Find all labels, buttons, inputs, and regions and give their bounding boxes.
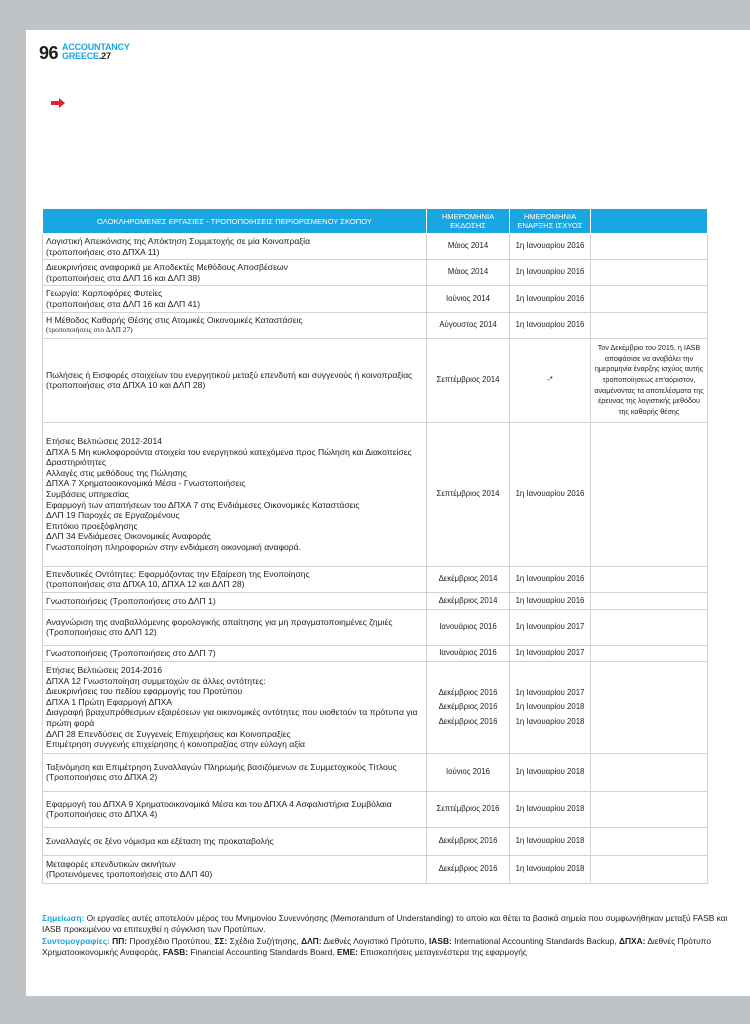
table-row <box>43 791 708 827</box>
table-row <box>43 661 708 753</box>
header-notes <box>591 209 708 234</box>
row-note <box>591 661 708 753</box>
effective-date-value: 1η Ιανουαρίου 2017 <box>515 687 585 697</box>
abbr-value: Financial Accounting Standards Board, <box>188 946 338 957</box>
description-line: Επενδυτικές Οντότητες: Εφαρμόζοντας την Εξαίρεση της Ενοποίησης <box>46 568 310 579</box>
description-line: Ετήσιες Βελτιώσεις 2014-2016 <box>46 665 163 676</box>
description-line: Εφαρμογή των απαιτήσεων του ΔΠΧΑ 7 στις Ενδιάμεσες Οικονομικές Καταστάσεις <box>46 499 360 510</box>
description-line: (τροποποιήσεις στα ΔΠΧΑ 10, ΔΠΧΑ 12 και ΔΛΠ 28) <box>46 579 245 590</box>
row-issue-date <box>427 609 510 645</box>
description-line: Λογιστική Απεικόνισης της Απόκτηση Συμμετοχής σε μία Κοινοπραξία <box>46 236 311 246</box>
arrow-right-icon <box>51 98 65 108</box>
row-effective-date <box>510 827 591 855</box>
abbr-key: EME: <box>337 946 358 957</box>
row-description <box>43 260 427 286</box>
abbr-value: International Accounting Standards Backup, <box>451 935 619 946</box>
row-description <box>43 827 427 855</box>
description-line: ΔΛΠ 28 Επενδύσεις σε Συγγενείς Επιχειρήσεις και Κοινοπραξίες <box>46 728 291 739</box>
abbr-key: ΔΛΠ: <box>301 935 322 946</box>
description-line: (τροποποιήσεις στα ΔΠΧΑ 10 και ΔΛΠ 28) <box>46 380 206 391</box>
row-effective-date <box>510 791 591 827</box>
row-description <box>43 753 427 791</box>
effective-date-value: -* <box>547 374 553 384</box>
row-description <box>43 592 427 609</box>
description-line: Γνωστοποιήσεις (Τροποποιήσεις στο ΔΛΠ 1) <box>46 595 216 606</box>
row-issue-date <box>427 260 510 286</box>
row-issue-date <box>427 422 510 566</box>
page-header <box>39 42 130 64</box>
description-line: (Προτεινόμενες τροποποιήσεις στο ΔΛΠ 40) <box>46 869 213 880</box>
row-issue-date <box>427 592 510 609</box>
row-description <box>43 855 427 883</box>
amendments-table <box>42 208 708 884</box>
row-description <box>43 234 427 260</box>
row-effective-date <box>510 286 591 312</box>
effective-date-value: 1η Ιανουαρίου 2017 <box>515 622 585 632</box>
description-line: Συναλλαγές σε ξένο νόμισμα και εξέταση της προκαταβολής <box>46 836 274 847</box>
effective-date-value: 1η Ιανουαρίου 2018 <box>515 836 585 846</box>
abbr-value: Διεθνές Λογιστικό Πρότυπο, <box>321 935 429 946</box>
logo-line1: ACCOUNTANCY <box>62 42 130 52</box>
row-effective-date <box>510 661 591 753</box>
description-line: ΔΠΧΑ 12 Γνωστοποίηση συμμετοχών σε άλλες οντότητες: <box>46 675 266 686</box>
description-line: ΔΠΧΑ 1 Πρώτη Εφαρμογή ΔΠΧΑ <box>46 696 173 707</box>
row-note <box>591 827 708 855</box>
table-row <box>43 827 708 855</box>
effective-date-value: 1η Ιανουαρίου 2017 <box>515 648 585 658</box>
issue-date-value: Ιούνιος 2016 <box>445 767 490 777</box>
row-effective-date <box>510 312 591 338</box>
description-line: Αναγνώριση της αναβαλλόμενης φορολογικής απαίτησης για μη πραγματοποιημένες ζημιές <box>46 616 393 627</box>
header-projects: ΟΛΟΚΛΗΡΩΜΕΝΕΣ ΕΡΓΑΣΙΕΣ - ΤΡΟΠΟΠΟΙΗΣΕΙΣ ΠΕΡΙΟΡΙΣΜΕΝΟΥ ΣΚΟΠΟΥ <box>43 209 427 234</box>
page <box>26 30 750 996</box>
abbr-key: ΣΣ: <box>214 935 228 946</box>
issue-date-value: Δεκέμβριος 2016 <box>438 702 498 712</box>
magazine-logo <box>62 42 130 61</box>
row-note <box>591 234 708 260</box>
row-effective-date <box>510 753 591 791</box>
abbr-value: Επισκοπήσεις μεταγενέστερα της εφαρμογής <box>357 946 527 957</box>
row-description <box>43 422 427 566</box>
description-line: (Τροποποιήσεις στο ΔΛΠ 12) <box>46 627 157 638</box>
effective-date-value: 1η Ιανουαρίου 2016 <box>515 574 585 584</box>
row-issue-date <box>427 645 510 661</box>
description-line: Πωλήσεις ή Εισφορές στοιχείων του ενεργητικού μεταξύ επενδυτή και συγγενούς ή κοινοπραξίας <box>46 369 413 380</box>
description-line: Εφαρμογή του ΔΠΧΑ 9 Χρηματοοικονομικά Μέσα και του ΔΠΧΑ 4 Ασφαλιστήρια Συμβόλαια <box>46 798 392 809</box>
row-description <box>43 566 427 592</box>
row-note <box>591 312 708 338</box>
description-line: Διευκρινήσεις του πεδίου εφαρμογής του Προτύπου <box>46 686 243 697</box>
effective-date-value: 1η Ιανουαρίου 2016 <box>515 293 585 303</box>
row-issue-date <box>427 566 510 592</box>
table-row <box>43 855 708 883</box>
description-line: Η Μέθοδος Καθαρής Θέσης στις Ατομικές Οικονομικές Καταστάσεις <box>46 314 303 325</box>
issue-date-value: Μάιος 2014 <box>447 241 489 251</box>
row-effective-date <box>510 422 591 566</box>
row-description <box>43 338 427 422</box>
issue-date-value: Ιούνιος 2014 <box>445 293 490 303</box>
description-line: Γνωστοποίηση πληροφοριών στην ενδιάμεση οικονομική αναφορά. <box>46 541 302 552</box>
description-line: (Τροποποιήσεις στο ΔΠΧΑ 2) <box>46 772 158 783</box>
description-line: Γνωστοποιήσεις (Τροποποιήσεις στο ΔΛΠ 7) <box>46 648 216 659</box>
description-line: Μεταφορές επενδυτικών ακινήτων <box>46 858 176 869</box>
logo-line2-text: GREECE <box>62 51 99 61</box>
row-note <box>591 592 708 609</box>
effective-date-value: 1η Ιανουαρίου 2016 <box>515 595 585 605</box>
table-header-row <box>43 209 708 234</box>
row-issue-date <box>427 234 510 260</box>
header-issue-date: ΗΜΕΡΟΜΗΝΙΑ ΕΚΔΟΣΗΣ <box>427 209 510 234</box>
issue-date-value: Ιανουάριος 2016 <box>439 622 497 632</box>
logo-suffix: .27 <box>98 51 111 61</box>
description-line: (τροποποιήσεις στο ΔΠΧΑ 11) <box>46 246 160 257</box>
effective-date-value: 1η Ιανουαρίου 2016 <box>515 267 585 277</box>
table-row <box>43 260 708 286</box>
row-note <box>591 260 708 286</box>
description-line: Γεωργία: Καρποφόρες Φυτείες <box>46 288 163 299</box>
description-line: Ετήσιες Βελτιώσεις 2012-2014 <box>46 435 163 446</box>
note-label: Σημείωση: <box>42 913 85 923</box>
description-line: (τροποποιήσεις στα ΔΛΠ 16 και ΔΛΠ 41) <box>46 298 201 309</box>
effective-date-value: 1η Ιανουαρίου 2018 <box>515 702 585 712</box>
table-row <box>43 312 708 338</box>
row-note <box>591 422 708 566</box>
table-row <box>43 234 708 260</box>
issue-date-value: Δεκέμβριος 2016 <box>438 716 498 726</box>
footnote-abbreviations <box>42 936 732 959</box>
note-text: Οι εργασίες αυτές αποτελούν μέρος του Μνημονίου Συνεννόησης (Memorandum of Understanding) το οποίο και θέτει τα βασικά σημεία που συμφωνήθηκαν μεταξύ FASB και IASB προκειμένου να επιτευχθεί η σύγκλιση των Προτύπων. <box>42 913 728 935</box>
effective-date-value: 1η Ιανουαρίου 2018 <box>515 804 585 814</box>
row-description <box>43 791 427 827</box>
description-line: Ταξινόμηση και Επιμέτρηση Συναλλαγών Πληρωμής βασιζόμενων σε Συμμετοχικούς Τίτλους <box>46 761 397 772</box>
abbr-key: ΠΠ: <box>112 935 128 946</box>
abbr-value: Προσχέδιο Προτύπου, <box>127 935 215 946</box>
description-line: ΔΛΠ 34 Ενδιάμεσες Οικονομικές Αναφοράς <box>46 531 212 542</box>
row-effective-date <box>510 234 591 260</box>
table-row <box>43 422 708 566</box>
table-row <box>43 338 708 422</box>
row-issue-date <box>427 827 510 855</box>
description-line: ΔΠΧΑ 7 Χρηματοοικονομικά Μέσα - Γνωστοποιήσεις <box>46 478 246 489</box>
issue-date-value: Δεκέμβριος 2014 <box>438 574 498 584</box>
effective-date-value: 1η Ιανουαρίου 2018 <box>515 864 585 874</box>
row-effective-date <box>510 338 591 422</box>
row-issue-date <box>427 286 510 312</box>
row-note <box>591 855 708 883</box>
row-note <box>591 645 708 661</box>
row-issue-date <box>427 753 510 791</box>
row-description <box>43 286 427 312</box>
row-description <box>43 661 427 753</box>
description-line: (τροποποιήσεις στο ΔΛΠ 27) <box>46 325 133 335</box>
row-note <box>591 791 708 827</box>
abbr-key: FASB: <box>162 946 189 957</box>
abbr-key: ΔΠΧΑ: <box>618 935 646 946</box>
issue-date-value: Ιανουάριος 2016 <box>439 648 497 658</box>
abbr-value: Σχέδια Συζήτησης, <box>227 935 302 946</box>
abbr-list <box>42 936 711 957</box>
description-line: ΔΠΧΑ 5 Μη κυκλοφορούντα στοιχεία του ενεργητικού κατεχόμενα προς Πώληση και Διακοπείσες Δραστηριότητες <box>46 446 412 468</box>
table-row <box>43 566 708 592</box>
row-effective-date <box>510 260 591 286</box>
effective-date-value: 1η Ιανουαρίου 2016 <box>515 488 585 498</box>
effective-date-value: 1η Ιανουαρίου 2016 <box>515 241 585 251</box>
row-effective-date <box>510 645 591 661</box>
table-row <box>43 753 708 791</box>
description-line: Επιτόκιο προεξόφλησης <box>46 520 138 531</box>
row-issue-date <box>427 338 510 422</box>
issue-date-value: Δεκέμβριος 2016 <box>438 687 498 697</box>
description-line: Διαγραφή βραχυπρόθεσμων εξαιρέσεων για οικονομικές οντότητες που υιοθετούν τα πρότυπα για πρώτη φορά <box>46 707 418 729</box>
row-issue-date <box>427 855 510 883</box>
page-number: 96 <box>39 43 59 63</box>
abbr-key: IASB: <box>428 935 452 946</box>
header-effective-date: ΗΜΕΡΟΜΗΝΙΑ ΕΝΑΡΞΗΣ ΙΣΧΥΟΣ <box>510 209 591 234</box>
issue-date-value: Σεπτέμβριος 2014 <box>436 488 500 498</box>
row-effective-date <box>510 592 591 609</box>
issue-date-value: Δεκέμβριος 2016 <box>438 836 498 846</box>
issue-date-value: Σεπτέμβριος 2016 <box>436 804 500 814</box>
row-effective-date <box>510 609 591 645</box>
footnote-note <box>42 913 732 936</box>
description-line: Διευκρινήσεις αναφορικά με Αποδεκτές Μεθόδους Αποσβέσεων <box>46 262 288 273</box>
row-note <box>591 566 708 592</box>
abbr-value: Διεθνές Πρότυπο Χρηματοοικονομικής Αναφοράς, <box>42 935 712 957</box>
row-note <box>591 286 708 312</box>
logo-line2 <box>62 52 124 61</box>
row-note <box>591 753 708 791</box>
effective-date-value: 1η Ιανουαρίου 2018 <box>515 767 585 777</box>
table-row <box>43 645 708 661</box>
row-effective-date <box>510 855 591 883</box>
footnote <box>42 913 732 958</box>
issue-date-value: Αύγουστος 2014 <box>439 319 497 329</box>
row-issue-date <box>427 791 510 827</box>
issue-date-value: Σεπτέμβριος 2014 <box>436 374 500 384</box>
row-note <box>591 609 708 645</box>
effective-date-value: 1η Ιανουαρίου 2016 <box>515 319 585 329</box>
table-row <box>43 609 708 645</box>
row-description <box>43 645 427 661</box>
row-effective-date <box>510 566 591 592</box>
issue-date-value: Δεκέμβριος 2014 <box>438 595 498 605</box>
description-line: (τροποποιήσεις στα ΔΛΠ 16 και ΔΛΠ 38) <box>46 272 201 283</box>
row-issue-date <box>427 312 510 338</box>
issue-date-value: Δεκέμβριος 2016 <box>438 864 498 874</box>
description-line: Επιμέτρηση συγγενής επιχείρησης ή κοινοπραξίας στην εύλογη αξία <box>46 739 305 750</box>
row-description <box>43 609 427 645</box>
table-row <box>43 286 708 312</box>
row-note: Τον Δεκέμβριο του 2015, η IASB αποφάσισε να αναβάλει την ημερομηνία έναρξης ισχύος αυτής τροποποίησεως επ'αόριστον, αναμένοντας τα αποτελέσματα της έρευνας της λογιστικής μεθόδου της καθαρής θέσης <box>591 338 708 422</box>
row-issue-date <box>427 661 510 753</box>
description-line: (Τροποποιήσεις στο ΔΠΧΑ 4) <box>46 809 158 820</box>
issue-date-value: Μάιος 2014 <box>447 267 489 277</box>
description-line: Συμβάσεις υπηρεσίας <box>46 488 129 499</box>
table-row <box>43 592 708 609</box>
row-description <box>43 312 427 338</box>
description-line: ΔΛΠ 19 Παροχές σε Εργαζομένους <box>46 510 180 521</box>
effective-date-value: 1η Ιανουαρίου 2018 <box>515 716 585 726</box>
description-line: Αλλαγές στις μεθόδους της Πώλησης <box>46 467 187 478</box>
abbr-label: Συντομογραφίες: <box>42 935 110 946</box>
